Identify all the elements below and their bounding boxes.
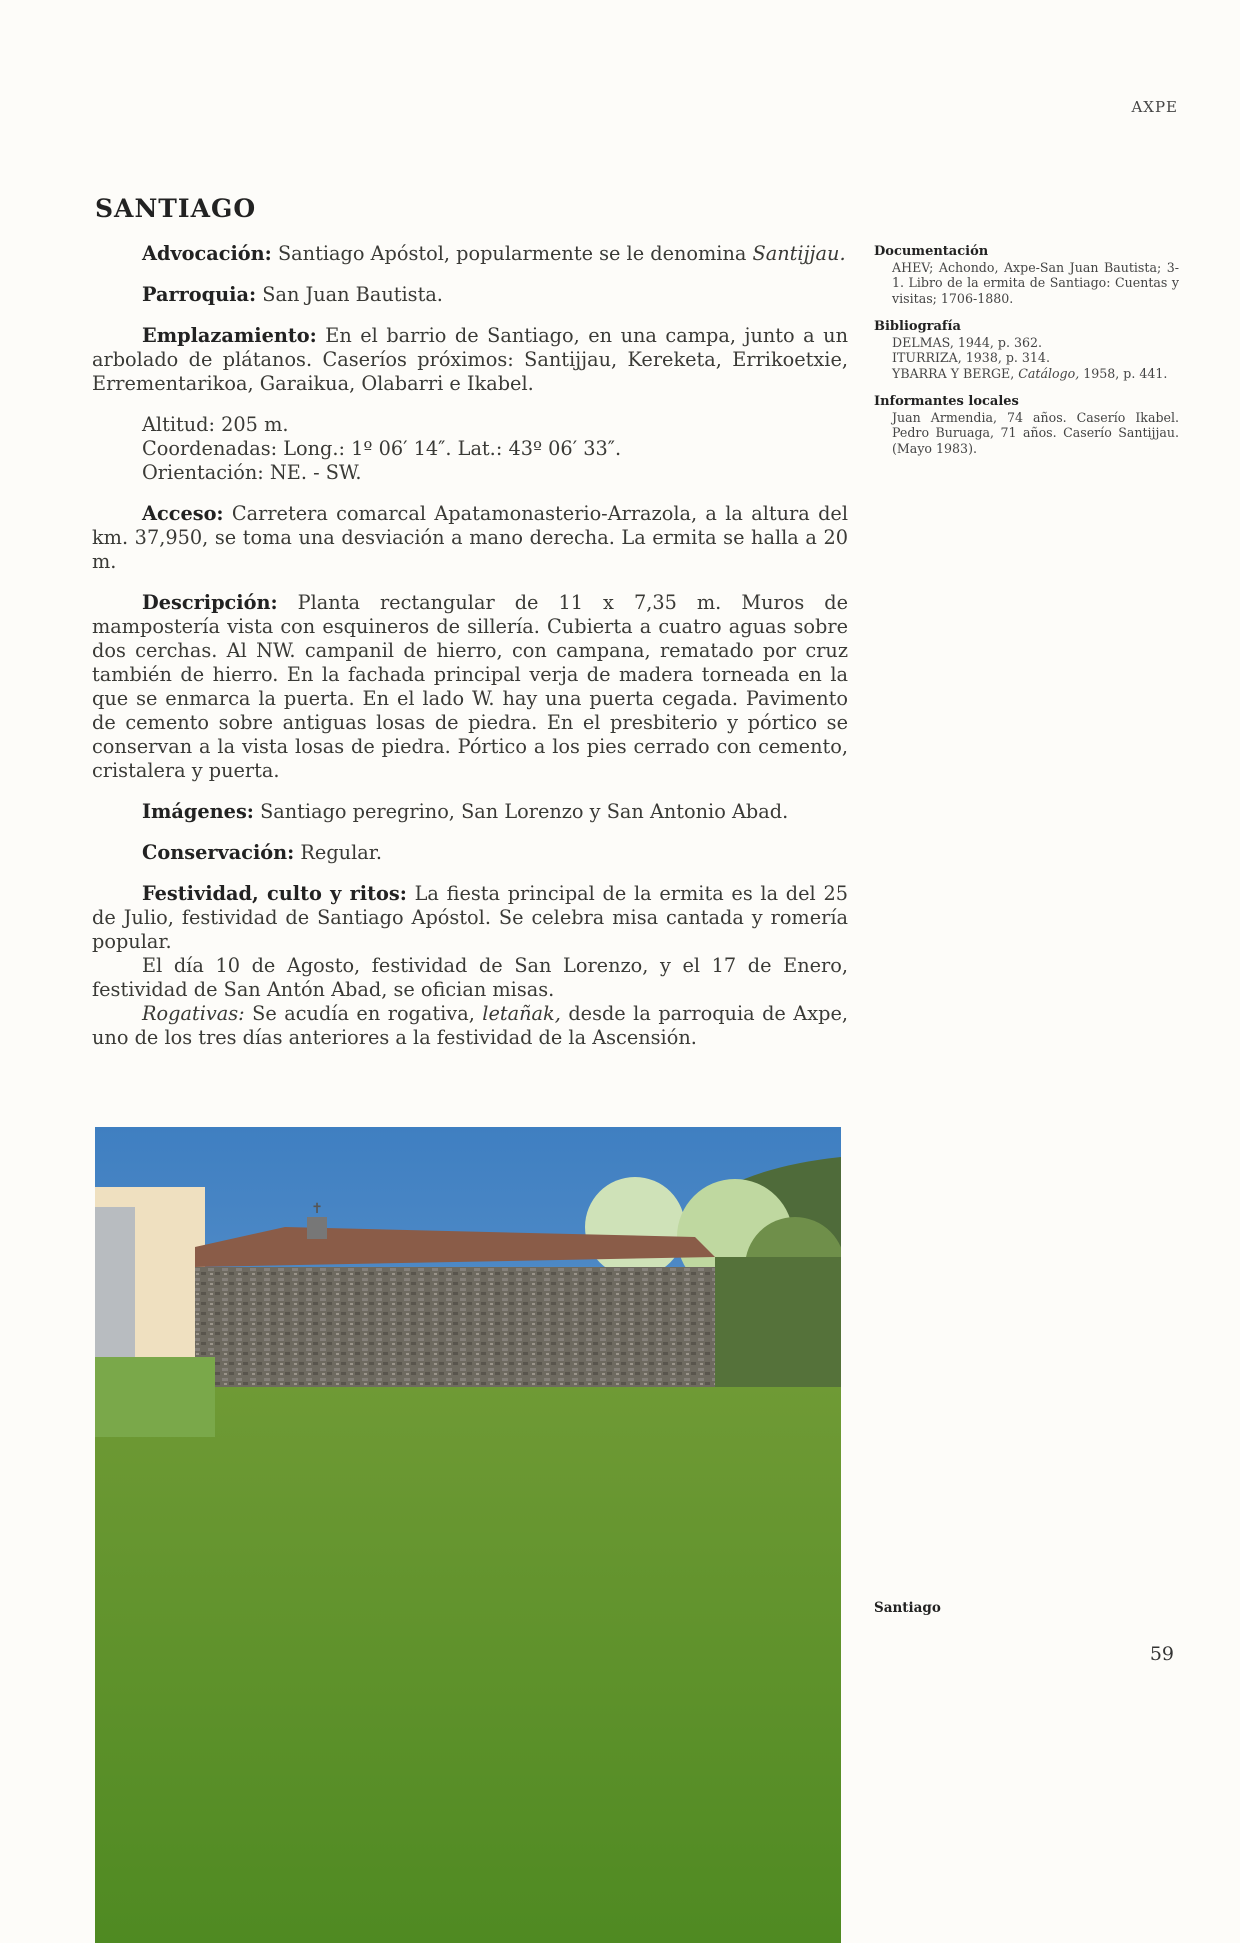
rogativas-italic: letañak, xyxy=(482,1002,561,1025)
main-text xyxy=(92,242,848,1050)
bibliografia-ref: ITURRIZA, 1938, p. 314. xyxy=(892,350,1050,365)
descripcion-paragraph xyxy=(92,591,848,783)
documentacion-text: AHEV; Achondo, Axpe-San Juan Bautista; 3-1. Libro de la ermita de Santiago: Cuentas y visitas; 1706-1880. xyxy=(892,259,1179,306)
page-title: SANTIAGO xyxy=(95,194,257,223)
acceso-paragraph xyxy=(92,502,848,574)
conservacion-label: Conservación: xyxy=(142,841,295,864)
ref3-author: YBARRA Y BERGE, xyxy=(892,365,1019,381)
festividad-text: La fiesta principal de la ermita es la del 25 de Julio, festividad de Santiago Apóstol. Se celebra misa cantada y romería popular. xyxy=(92,882,848,953)
festividad-paragraph-2: El día 10 de Agosto, festividad de San Lorenzo, y el 17 de Enero, festividad de San Antón Abad, se ofician misas. xyxy=(92,954,848,1001)
advocacion-paragraph xyxy=(92,242,848,266)
conservacion-text: Regular. xyxy=(300,841,382,864)
documentacion-section xyxy=(874,244,1179,306)
parroquia-text: San Juan Bautista. xyxy=(262,283,443,306)
ref3-title: Catálogo, xyxy=(1018,365,1080,381)
imagenes-text: Santiago peregrino, San Lorenzo y San Antonio Abad. xyxy=(260,800,789,823)
documentacion-heading: Documentación xyxy=(874,244,989,259)
bibliografia-ref: DELMAS, 1944, p. 362. xyxy=(892,334,1042,350)
bibliografia-list xyxy=(874,335,1179,382)
altitud: Altitud: 205 m. xyxy=(142,413,289,436)
photo-scene xyxy=(95,1127,841,1943)
emplazamiento-paragraph xyxy=(92,324,848,396)
rogativas-text-b: desde la parroquia de Axpe, uno de los tres días anteriores a la festividad de la Ascensión. xyxy=(92,1002,848,1049)
parroquia-label: Parroquia: xyxy=(142,283,257,306)
bibliografia-section xyxy=(874,319,1179,381)
advocacion-italic: Santijjau. xyxy=(752,242,846,265)
festividad-label: Festividad, culto y ritos: xyxy=(142,882,407,905)
acceso-text: Carretera comarcal Apatamonasterio-Arrazola, a la altura del km. 37,950, se toma una desviación a mano derecha. La ermita se halla a 20 m. xyxy=(92,502,848,573)
parroquia-paragraph xyxy=(92,283,848,307)
photo-scene-svg xyxy=(95,1127,841,1943)
orientacion: Orientación: NE. - SW. xyxy=(142,461,362,484)
advocacion-text: Santiago Apóstol, popularmente se le denomina xyxy=(277,242,753,265)
running-head: AXPE xyxy=(1131,98,1178,116)
ref3-year: 1958, p. 441. xyxy=(1079,365,1168,381)
imagenes-paragraph xyxy=(92,800,848,824)
location-data xyxy=(142,413,848,485)
tree xyxy=(585,1177,685,1277)
page-number: 59 xyxy=(1149,1643,1174,1665)
informantes-heading: Informantes locales xyxy=(874,394,1019,409)
bell-gable xyxy=(307,1217,327,1239)
corn-plants xyxy=(95,1357,215,1437)
imagenes-label: Imágenes: xyxy=(142,800,254,823)
sidebar-notes xyxy=(874,244,1179,469)
meadow xyxy=(95,1387,841,1943)
stone-wall xyxy=(195,1267,715,1397)
emplazamiento-label: Emplazamiento: xyxy=(142,324,317,347)
advocacion-label: Advocación: xyxy=(142,242,272,265)
descripcion-text: Planta rectangular de 11 x 7,35 m. Muros de mampostería vista con esquineros de sillería. Cubierta a cuatro aguas sobre dos cerchas. Al NW. campanil de hierro, con campana, rematado por cruz también de hierro. En la fachada principal verja de madera torneada en la que se enmarca la puerta. En el lado W. hay una puerta cegada. Pavimento de cemento sobre antiguas losas de piedra. En el presbiterio y pórtico se conservan a la vista losas de piedra. Pórtico a los pies cerrado con cemento, cristalera y puerta. xyxy=(92,591,848,782)
rogativas-label: Rogativas: xyxy=(142,1002,245,1025)
festividad-paragraph xyxy=(92,882,848,954)
rogativas-paragraph xyxy=(92,1002,848,1050)
descripcion-label: Descripción: xyxy=(142,591,278,614)
acceso-label: Acceso: xyxy=(142,502,224,525)
emplazamiento-text: En el barrio de Santiago, en una campa, junto a un arbolado de plátanos. Caseríos próximos: Santijjau, Kereketa, Errikoetxie, Errementarikoa, Garaikua, Olabarri e Ikabel. xyxy=(92,324,848,395)
bibliografia-ref xyxy=(892,366,1179,382)
cross-icon: ✝ xyxy=(311,1201,323,1217)
informantes-section xyxy=(874,394,1179,456)
rogativas-text-a: Se acudía en rogativa, xyxy=(252,1002,483,1025)
bibliografia-heading: Bibliografía xyxy=(874,319,961,334)
figure-caption: Santiago xyxy=(874,1600,941,1616)
hedge xyxy=(715,1257,841,1397)
informantes-text: Juan Armendia, 74 años. Caserío Ikabel. Pedro Buruaga, 71 años. Caserío Santijjau. (Mayo 1983). xyxy=(892,409,1179,456)
conservacion-paragraph xyxy=(92,841,848,865)
coordenadas: Coordenadas: Long.: 1º 06′ 14″. Lat.: 43º 06′ 33″. xyxy=(142,437,622,460)
